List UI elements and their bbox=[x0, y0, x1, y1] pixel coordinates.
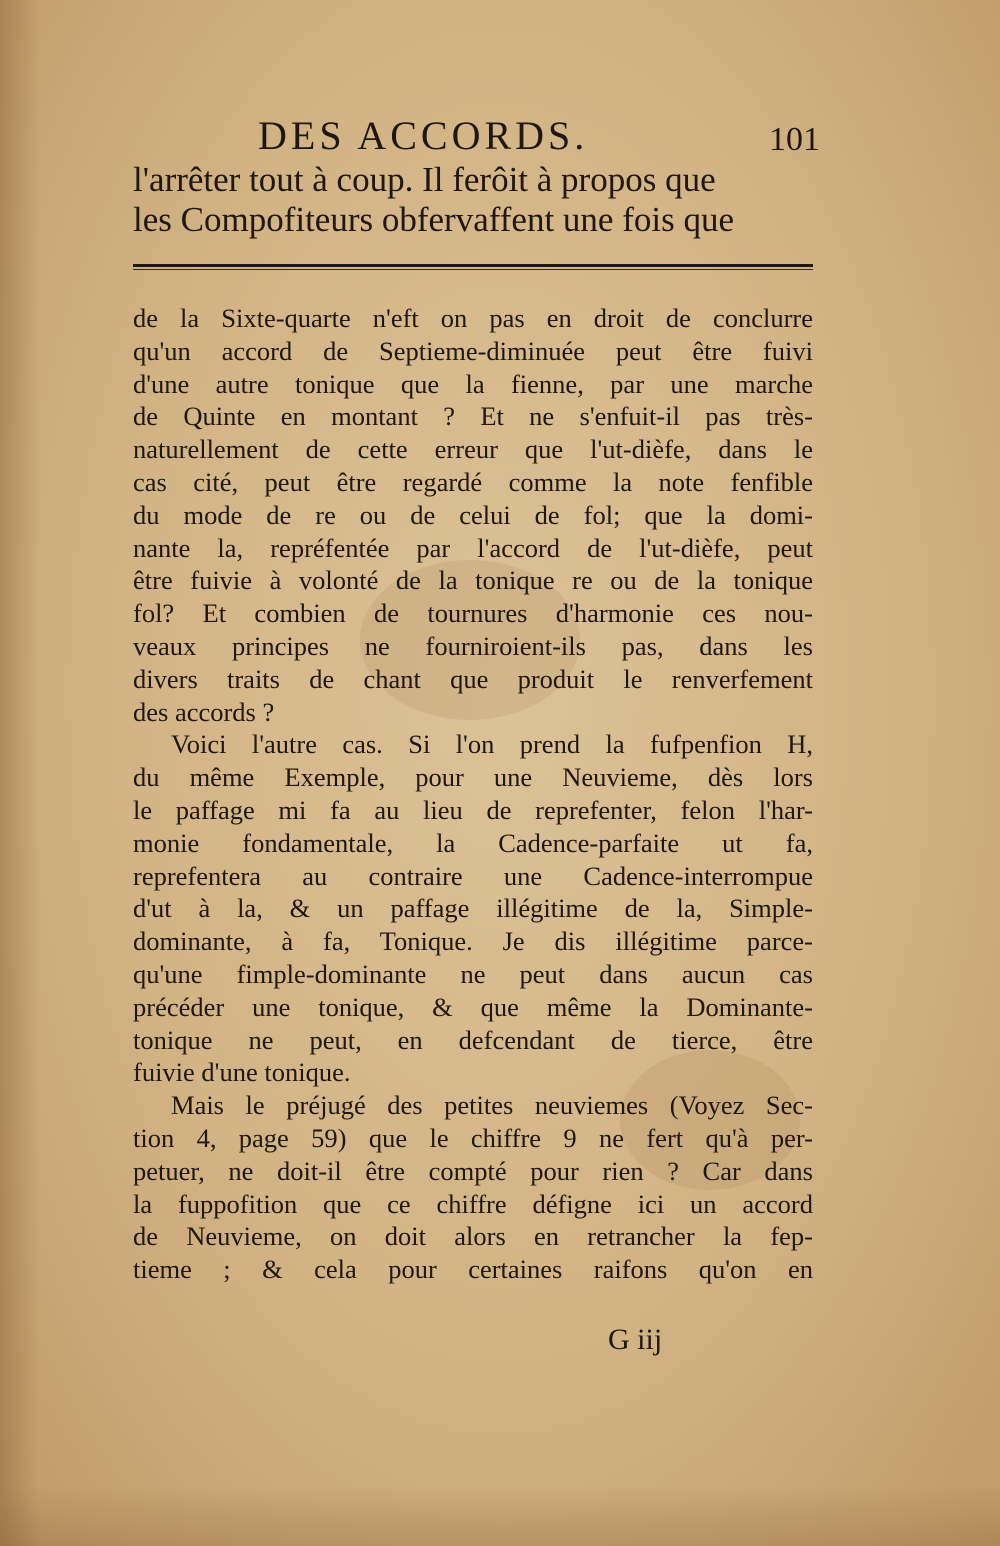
text-line: la fuppofition que ce chiffre défigne ici un accord bbox=[133, 1188, 813, 1219]
text-line: tion 4, page 59) que le chiffre 9 ne fert qu'à per- bbox=[133, 1122, 813, 1153]
page-header bbox=[130, 108, 820, 164]
text-line: d'une autre tonique que la fienne, par une marche bbox=[133, 368, 813, 399]
text-line: divers traits de chant que produit le renverfement bbox=[133, 663, 813, 694]
text-line: petuer, ne doit-il être compté pour rien ? Car dans bbox=[133, 1155, 813, 1186]
section-rule bbox=[133, 264, 813, 270]
text-line: naturellement de cette erreur que l'ut-dièfe, dans le bbox=[133, 434, 813, 465]
signature-mark: G iij bbox=[608, 1323, 663, 1356]
text-line: veaux principes ne fourniroient-ils pas, dans les bbox=[133, 630, 813, 661]
text-line: fol? Et combien de tournures d'harmonie ces nou- bbox=[133, 598, 813, 629]
text-line: l'arrêter tout à coup. Il ferôit à propos que bbox=[133, 160, 716, 199]
page-bottom-shadow bbox=[0, 1486, 1000, 1546]
text-line: tieme ; & cela pour certaines raifons qu'on en bbox=[133, 1254, 813, 1285]
text-line: Voici l'autre cas. Si l'on prend la fufpenfion H, bbox=[171, 729, 813, 760]
top-paragraph bbox=[133, 160, 813, 240]
text-line: monie fondamentale, la Cadence-parfaite ut fa, bbox=[133, 827, 813, 858]
text-line: de Neuvieme, on doit alors en retrancher la fep- bbox=[133, 1221, 813, 1252]
text-line: tonique ne peut, en defcendant de tierce, être bbox=[133, 1024, 813, 1055]
text-line: qu'une fimple-dominante ne peut dans aucun cas bbox=[133, 958, 813, 989]
text-line: du même Exemple, pour une Neuvieme, dès lors bbox=[133, 762, 813, 793]
text-line: reprefentera au contraire une Cadence-interrompue bbox=[133, 860, 813, 891]
text-line: des accords ? bbox=[133, 696, 275, 727]
text-line: qu'un accord de Septieme-diminuée peut être fuivi bbox=[133, 335, 813, 366]
text-line: d'ut à la, & un paffage illégitime de la, Simple- bbox=[133, 893, 813, 924]
text-line: être fuivie à volonté de la tonique re ou de la tonique bbox=[133, 565, 813, 596]
text-line: les Compofiteurs obfervaffent une fois que bbox=[133, 200, 734, 239]
page-edge-shadow bbox=[0, 0, 40, 1546]
text-line: dominante, à fa, Tonique. Je dis illégitime parce- bbox=[133, 926, 813, 957]
page-number: 101 bbox=[769, 121, 820, 158]
text-line: nante la, repréfentée par l'accord de l'ut-dièfe, peut bbox=[133, 532, 813, 563]
text-line: de la Sixte-quarte n'eft on pas en droit de conclurre bbox=[133, 303, 813, 333]
text-line: Mais le préjugé des petites neuviemes (Voyez Sec- bbox=[171, 1090, 813, 1121]
text-line: de Quinte en montant ? Et ne s'enfuit-il pas très- bbox=[133, 401, 813, 432]
text-line: du mode de re ou de celui de fol; que la domi- bbox=[133, 499, 813, 530]
running-title: DES ACCORDS. bbox=[258, 113, 589, 158]
text-line: précéder une tonique, & que même la Dominante- bbox=[133, 991, 813, 1022]
text-line: le paffage mi fa au lieu de reprefenter, felon l'har- bbox=[133, 794, 813, 825]
text-line: fuivie d'une tonique. bbox=[133, 1057, 351, 1088]
footnote-body bbox=[133, 302, 813, 1286]
text-line: cas cité, peut être regardé comme la note fenfible bbox=[133, 466, 813, 497]
